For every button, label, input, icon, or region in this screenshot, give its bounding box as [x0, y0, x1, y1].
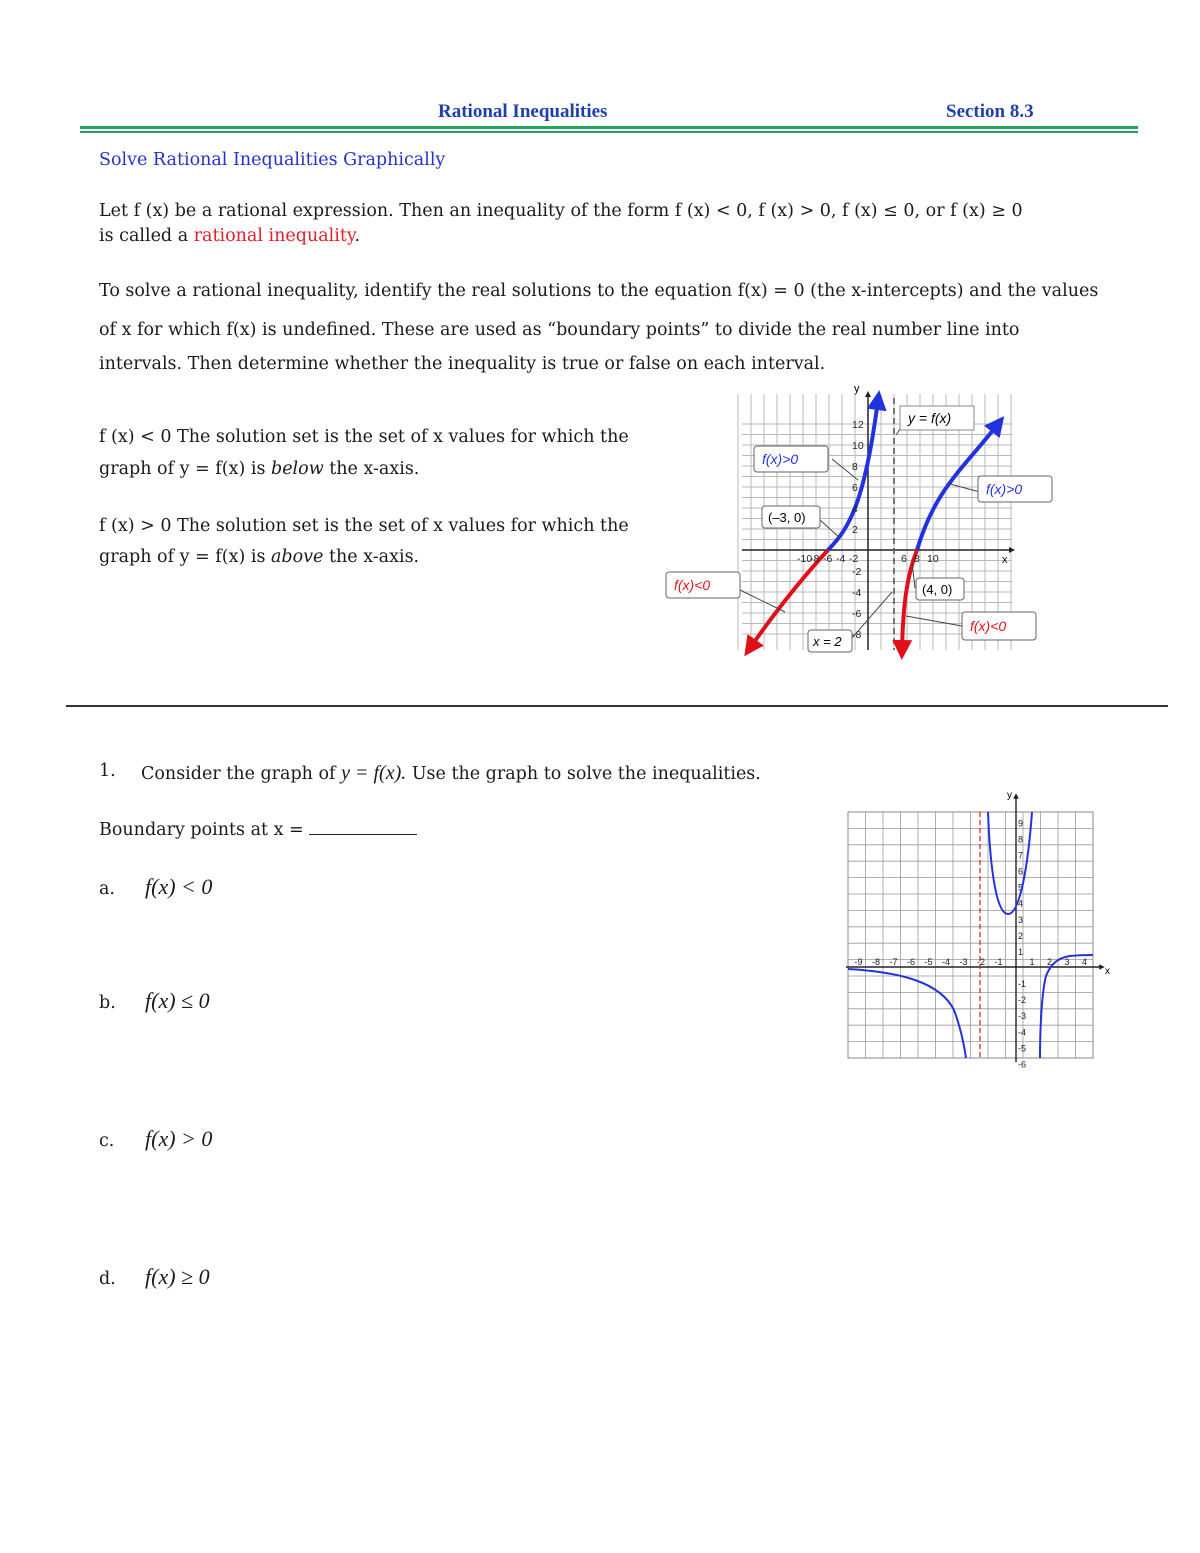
label-gt-right-text: f(x)>0 [986, 481, 1023, 497]
header-rule-top [80, 126, 1138, 129]
example-x-tick-label: 6 [901, 553, 907, 565]
problem-y-tick-label: -3 [1018, 1011, 1027, 1022]
example-x-tick-label: -2 [849, 553, 859, 565]
header-rule-bottom [80, 131, 1138, 133]
example-curve-right-negative [902, 550, 917, 650]
problem-y-tick-label: 7 [1018, 850, 1024, 861]
problem-y-tick-label: 6 [1018, 866, 1024, 877]
label-point-b-text: (4, 0) [922, 582, 953, 597]
label-gt-left-text: f(x)>0 [762, 451, 799, 467]
less-than-emphasis: below [271, 459, 324, 479]
example-x-axis-label: x [1002, 554, 1008, 566]
part-a-letter: a. [99, 879, 115, 899]
boundary-points-line [99, 820, 417, 840]
problem-prompt [141, 763, 761, 784]
greater-than-prefix: graph of y = f(x) is [99, 547, 271, 567]
example-y-tick-label: 12 [852, 419, 864, 431]
example-y-axis-label: y [854, 383, 860, 395]
example-y-tick-label: -2 [852, 566, 862, 578]
problem-number: 1. [99, 761, 116, 781]
problem-y-tick-label: 1 [1018, 946, 1024, 957]
less-than-line-2 [99, 461, 419, 479]
part-c-letter: c. [99, 1131, 115, 1151]
example-y-tick-label: 8 [852, 461, 858, 473]
definition-line-2 [99, 228, 360, 246]
definition-term: rational inequality [193, 226, 355, 246]
greater-than-suffix: the x-axis. [323, 547, 420, 567]
section-divider [66, 705, 1168, 707]
problem-x-tick-label: -6 [907, 957, 916, 967]
greater-than-line-1: f (x) > 0 The solution set is the set of x values for which the [99, 516, 629, 536]
problem-x-tick-label: 3 [1064, 957, 1070, 967]
example-y-tick-label: 6 [852, 482, 858, 494]
problem-y-tick-label: -1 [1018, 979, 1027, 990]
problem-y-tick-label: 5 [1018, 882, 1024, 893]
boundary-points-blank[interactable] [309, 820, 417, 835]
example-y-tick-label: -8 [852, 629, 862, 641]
label-func [900, 406, 974, 430]
less-than-suffix: the x-axis. [323, 459, 420, 479]
less-than-line-1: f (x) < 0 The solution set is the set of x values for which the [99, 427, 629, 447]
problem-y-tick-label: -5 [1018, 1043, 1027, 1054]
label-gt-left [754, 446, 828, 472]
part-a [99, 876, 212, 899]
problem-x-tick-label: -4 [942, 957, 951, 967]
part-c-expression: f(x) > 0 [145, 1126, 213, 1151]
label-func-text: y = f(x) [908, 410, 952, 426]
paragraph-line-3: intervals. Then determine whether the inequality is true or false on each interval. [99, 354, 826, 374]
part-c [99, 1128, 212, 1151]
boundary-points-label: Boundary points at x = [99, 820, 310, 840]
part-a-expression: f(x) < 0 [145, 874, 213, 899]
example-graph [660, 380, 1070, 660]
part-b [99, 990, 210, 1013]
problem-x-tick-label: -3 [959, 957, 968, 967]
problem-y-tick-label: 3 [1018, 914, 1024, 925]
example-y-tick-label: 10 [852, 440, 864, 452]
example-x-tick-label: -6 [823, 553, 833, 565]
greater-than-line-2 [99, 549, 419, 567]
definition-prefix: is called a [99, 226, 194, 246]
part-d-expression: f(x) ≥ 0 [145, 1264, 210, 1289]
problem-prompt-suffix: Use the graph to solve the inequalities. [406, 764, 761, 784]
label-gt-right [978, 476, 1052, 502]
example-y-tick-label: -6 [852, 608, 862, 620]
part-b-expression: f(x) ≤ 0 [145, 988, 210, 1013]
example-x-tick-label: -8 [810, 553, 820, 565]
problem-grid [848, 812, 1093, 1058]
problem-y-tick-label: -4 [1018, 1027, 1027, 1038]
label-asymptote [808, 630, 852, 652]
problem-x-tick-label: -9 [854, 957, 863, 967]
problem-x-tick-label: 4 [1082, 957, 1088, 967]
label-lt-right-text: f(x)<0 [970, 618, 1007, 634]
example-x-tick-label: 10 [927, 553, 939, 565]
problem-curve-middle [988, 812, 1032, 914]
problem-curve-right-low [1040, 955, 1093, 1058]
problem-x-tick-label: -5 [924, 957, 933, 967]
example-x-tick-label: 8 [914, 553, 920, 565]
label-lt-left-text: f(x)<0 [674, 577, 711, 593]
problem-y-tick-label: 4 [1018, 898, 1024, 909]
problem-y-tick-label: -2 [1018, 995, 1027, 1006]
part-d [99, 1266, 210, 1289]
page-title: Rational Inequalities [438, 101, 608, 122]
section-number: Section 8.3 [946, 101, 1034, 122]
example-y-tick-label: 2 [852, 524, 858, 536]
problem-prompt-prefix: Consider the graph of [141, 764, 342, 784]
label-point-a [762, 506, 820, 528]
example-y-tick-label: -4 [852, 587, 862, 599]
problem-y-axis-label: y [1007, 790, 1012, 801]
definition-suffix: . [354, 226, 361, 246]
intro-heading: Solve Rational Inequalities Graphically [99, 150, 446, 170]
definition-line-1: Let f (x) be a rational expression. Then an inequality of the form f (x) < 0, f (x) > 0, f (x) ≤ 0, or f (x) ≥ 0 [99, 201, 1023, 221]
problem-x-axis-label: x [1105, 966, 1110, 977]
problem-x-tick-label: 2 [1047, 957, 1053, 967]
part-d-letter: d. [99, 1269, 116, 1289]
example-y-tick-label: 4 [852, 503, 858, 515]
paragraph-line-2: of x for which f(x) is undefined. These are used as “boundary points” to divide the real number line into [99, 320, 1020, 340]
greater-than-emphasis: above [271, 547, 324, 567]
problem-x-tick-label: -2 [977, 957, 986, 967]
label-asymptote-text: x = 2 [813, 634, 842, 649]
label-lt-right [962, 612, 1036, 640]
paragraph-line-1: To solve a rational inequality, identify the real solutions to the equation f(x) = 0 (the x-intercepts) and the values [99, 281, 1099, 301]
example-x-tick-label: -10 [797, 553, 813, 565]
problem-prompt-math: y = f(x). [341, 762, 407, 784]
problem-x-tick-label: -1 [994, 957, 1003, 967]
problem-y-tick-label: 2 [1018, 930, 1024, 941]
label-lt-left [666, 572, 740, 598]
example-x-tick-label: -4 [836, 553, 846, 565]
problem-x-tick-label: 1 [1029, 957, 1035, 967]
problem-y-tick-label: 9 [1018, 818, 1024, 829]
problem-y-tick-label: 8 [1018, 834, 1024, 845]
part-b-letter: b. [99, 993, 116, 1013]
problem-x-tick-label: -7 [889, 957, 898, 967]
less-than-prefix: graph of y = f(x) is [99, 459, 271, 479]
problem-y-tick-label: -6 [1018, 1059, 1027, 1070]
label-point-a-text: (–3, 0) [768, 510, 806, 525]
problem-x-tick-label: -8 [872, 957, 881, 967]
label-point-b [916, 578, 964, 600]
problem-graph [840, 786, 1120, 1076]
